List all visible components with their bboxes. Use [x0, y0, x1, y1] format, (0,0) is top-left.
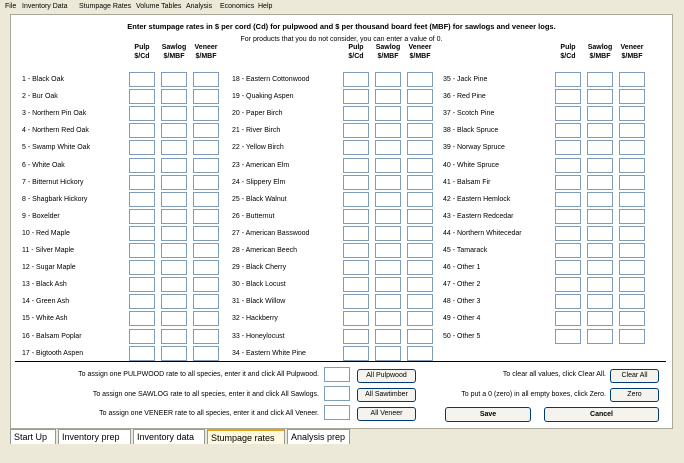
veneer-rate-input[interactable]: [407, 226, 433, 241]
species-label: 11 - Silver Maple: [22, 247, 75, 254]
sawlog-rate-input[interactable]: [587, 158, 613, 173]
veneer-rate-input[interactable]: [407, 123, 433, 138]
species-label: 30 - Black Locust: [232, 281, 286, 289]
sawlog-rate-input[interactable]: [587, 243, 613, 258]
pulp-rate-input[interactable]: [555, 72, 581, 87]
veneer-rate-input[interactable]: [193, 106, 219, 121]
veneer-rate-input[interactable]: [193, 226, 219, 241]
sawlog-column-header: $/MBF: [163, 53, 185, 60]
species-label: 46 - Other 1: [443, 264, 481, 272]
sawlog-rate-input[interactable]: [587, 209, 613, 224]
all-pulpwood-button[interactable]: All Pulpwood: [357, 369, 416, 383]
species-label: 12 - Sugar Maple: [22, 264, 76, 272]
species-label: 21 - River Birch: [232, 127, 281, 135]
pulp-rate-input[interactable]: [129, 277, 155, 292]
species-label: 15 - White Ash: [22, 315, 68, 323]
tab-inventory-data[interactable]: Inventory data: [133, 429, 205, 444]
species-label: 7 - Bitternut Hickory: [22, 178, 84, 186]
zero-text: To put a 0 (zero) in all empty boxes, click Zero.: [461, 391, 606, 398]
sawlog-rate-input[interactable]: [587, 89, 613, 104]
veneer-rate-input[interactable]: [407, 192, 433, 207]
species-label: 37 - Scotch Pine: [443, 110, 495, 118]
species-label: 41 - Balsam Fir: [443, 178, 491, 186]
instructions-heading: Enter stumpage rates in $ per cord (Cd) for pulpwood and $ per thousand board feet (MBF) for sawlogs and veneer logs.: [127, 22, 556, 31]
status-bar: [0, 446, 684, 463]
pulp-rate-input[interactable]: [555, 123, 581, 138]
pulp-rate-input[interactable]: [129, 294, 155, 309]
veneer-rate-input[interactable]: [407, 329, 433, 344]
veneer-rate-input[interactable]: [619, 158, 645, 173]
pulp-rate-input[interactable]: [555, 209, 581, 224]
species-label: 35 - Jack Pine: [443, 76, 488, 83]
all-sawtimber-button[interactable]: All Sawtimber: [357, 388, 416, 402]
pulp-rate-input[interactable]: [343, 260, 369, 275]
sawlog-rate-input[interactable]: [587, 294, 613, 309]
species-label: 24 - Slippery Elm: [232, 178, 286, 186]
cancel-button[interactable]: Cancel: [544, 407, 659, 422]
species-label: 28 - American Beech: [232, 247, 297, 254]
sawlog-column-header: $/MBF: [589, 53, 611, 60]
pulp-rate-input[interactable]: [343, 329, 369, 344]
veneer-rate-input[interactable]: [193, 192, 219, 207]
sawlog-rate-input[interactable]: [375, 106, 401, 121]
veneer-rate-input[interactable]: [407, 209, 433, 224]
sawlog-rate-input[interactable]: [587, 140, 613, 155]
assign-pulpwood-text: To assign one PULPWOOD rate to all species, enter it and click All Pulpwood.: [78, 371, 319, 378]
veneer-rate-input[interactable]: [619, 329, 645, 344]
sawlog-rate-input[interactable]: [587, 311, 613, 326]
species-label: 33 - Honeylocust: [232, 332, 285, 340]
sawlog-column-header: Sawlog: [587, 44, 613, 51]
sawlog-rate-input[interactable]: [587, 192, 613, 207]
sawlog-rate-input[interactable]: [161, 123, 187, 138]
all-veneer-button[interactable]: All Veneer: [357, 407, 416, 421]
veneer-rate-input[interactable]: [619, 123, 645, 138]
pulp-rate-input[interactable]: [129, 72, 155, 87]
veneer-rate-input[interactable]: [407, 243, 433, 258]
species-label: 50 - Other 5: [443, 332, 481, 340]
species-label: 25 - Black Walnut: [232, 195, 287, 203]
sawlog-rate-input[interactable]: [161, 311, 187, 326]
pulp-rate-input[interactable]: [129, 175, 155, 190]
species-label: 38 - Black Spruce: [443, 127, 499, 135]
pulp-rate-input[interactable]: [555, 329, 581, 344]
sawlog-rate-input[interactable]: [587, 175, 613, 190]
sawlog-rate-input[interactable]: [587, 72, 613, 87]
sawlog-rate-input[interactable]: [375, 72, 401, 87]
instructions-subheading: For products that you do not consider, you can enter a value of 0.: [240, 36, 443, 43]
divider: [15, 361, 666, 362]
veneer-rate-input[interactable]: [619, 294, 645, 309]
sawlog-rate-input[interactable]: [375, 175, 401, 190]
pulp-rate-input[interactable]: [129, 140, 155, 155]
veneer-column-header: Veneer: [408, 44, 432, 51]
menu-item[interactable]: Economics: [220, 3, 255, 10]
veneer-column-header: $/MBF: [409, 53, 431, 60]
menu-item[interactable]: File: [5, 3, 17, 10]
pulp-rate-input[interactable]: [555, 192, 581, 207]
species-label: 16 - Balsam Poplar: [22, 332, 82, 340]
pulp-rate-input[interactable]: [343, 277, 369, 292]
species-label: 6 - White Oak: [22, 161, 65, 169]
menu-item[interactable]: Volume Tables: [136, 3, 182, 10]
pulp-rate-input[interactable]: [555, 311, 581, 326]
sawlog-rate-input[interactable]: [161, 140, 187, 155]
veneer-rate-input[interactable]: [619, 226, 645, 241]
clear-all-button[interactable]: Clear All: [610, 369, 659, 383]
veneer-rate-input[interactable]: [407, 311, 433, 326]
species-label: 40 - White Spruce: [443, 161, 500, 169]
sawlog-rate-input[interactable]: [161, 72, 187, 87]
sawlog-rate-input[interactable]: [587, 260, 613, 275]
assign-veneer-text: To assign one VENEER rate to all species, enter it and click All Veneer.: [99, 410, 319, 417]
pulp-rate-input[interactable]: [555, 226, 581, 241]
pulp-rate-input[interactable]: [129, 89, 155, 104]
veneer-rate-input[interactable]: [619, 209, 645, 224]
pulp-rate-input[interactable]: [343, 123, 369, 138]
veneer-rate-input[interactable]: [619, 106, 645, 121]
veneer-rate-input[interactable]: [407, 72, 433, 87]
species-label: 20 - Paper Birch: [232, 110, 283, 118]
sawlog-rate-input[interactable]: [375, 158, 401, 173]
menu-item[interactable]: Stumpage Rates: [79, 3, 132, 10]
pulp-column-header: Pulp: [560, 44, 576, 51]
species-label: 8 - Shagbark Hickory: [22, 195, 88, 203]
pulp-rate-input[interactable]: [343, 346, 369, 361]
all-veneer-input[interactable]: [324, 405, 350, 420]
pulp-rate-input[interactable]: [129, 311, 155, 326]
veneer-rate-input[interactable]: [193, 329, 219, 344]
species-label: 44 - Northern Whitecedar: [443, 229, 522, 237]
species-label: 14 - Green Ash: [22, 298, 70, 306]
veneer-rate-input[interactable]: [407, 158, 433, 173]
species-label: 27 - American Basswood: [232, 229, 310, 237]
sawlog-rate-input[interactable]: [375, 277, 401, 292]
veneer-column-header: $/MBF: [621, 53, 643, 60]
pulp-column-header: Pulp: [134, 44, 150, 51]
sawlog-rate-input[interactable]: [587, 226, 613, 241]
menu-item[interactable]: Analysis: [186, 3, 213, 10]
sawlog-rate-input[interactable]: [587, 123, 613, 138]
species-label: 23 - American Elm: [232, 161, 290, 169]
tab-stumpage-rates[interactable]: Stumpage rates: [207, 429, 285, 444]
sawlog-rate-input[interactable]: [161, 346, 187, 361]
pulp-column-header: $/Cd: [560, 53, 576, 60]
veneer-rate-input[interactable]: [193, 89, 219, 104]
species-label: 42 - Eastern Hemlock: [443, 195, 511, 203]
veneer-rate-input[interactable]: [193, 243, 219, 258]
pulp-rate-input[interactable]: [129, 106, 155, 121]
species-label: 36 - Red Pine: [443, 93, 486, 101]
sawlog-rate-input[interactable]: [375, 294, 401, 309]
species-label: 29 - Black Cherry: [232, 264, 287, 272]
pulp-rate-input[interactable]: [343, 311, 369, 326]
species-label: 2 - Bur Oak: [22, 93, 58, 101]
sawlog-rate-input[interactable]: [161, 89, 187, 104]
sawlog-rate-input[interactable]: [161, 209, 187, 224]
pulp-rate-input[interactable]: [129, 123, 155, 138]
pulp-rate-input[interactable]: [129, 158, 155, 173]
veneer-rate-input[interactable]: [407, 175, 433, 190]
veneer-column-header: Veneer: [194, 44, 218, 51]
pulp-column-header: $/Cd: [348, 53, 364, 60]
species-label: 10 - Red Maple: [22, 229, 70, 237]
veneer-rate-input[interactable]: [193, 158, 219, 173]
veneer-rate-input[interactable]: [193, 346, 219, 361]
pulp-rate-input[interactable]: [343, 209, 369, 224]
species-label: 32 - Hackberry: [232, 315, 278, 323]
veneer-rate-input[interactable]: [619, 192, 645, 207]
veneer-rate-input[interactable]: [619, 72, 645, 87]
sawlog-rate-input[interactable]: [375, 140, 401, 155]
species-label: 18 - Eastern Cottonwood: [232, 76, 310, 83]
sawlog-column-header: Sawlog: [161, 44, 187, 51]
veneer-rate-input[interactable]: [407, 106, 433, 121]
pulp-rate-input[interactable]: [343, 106, 369, 121]
pulp-rate-input[interactable]: [555, 243, 581, 258]
sawlog-rate-input[interactable]: [375, 89, 401, 104]
sawlog-rate-input[interactable]: [161, 192, 187, 207]
sawlog-rate-input[interactable]: [375, 329, 401, 344]
species-label: 22 - Yellow Birch: [232, 144, 284, 152]
veneer-rate-input[interactable]: [619, 260, 645, 275]
species-label: 4 - Northern Red Oak: [22, 127, 89, 135]
clear-all-text: To clear all values, click Clear All.: [502, 371, 606, 378]
species-label: 19 - Quaking Aspen: [232, 93, 294, 101]
species-label: 45 - Tamarack: [443, 247, 488, 254]
sawlog-rate-input[interactable]: [587, 329, 613, 344]
pulp-rate-input[interactable]: [343, 89, 369, 104]
sawlog-rate-input[interactable]: [161, 260, 187, 275]
veneer-rate-input[interactable]: [619, 175, 645, 190]
pulp-rate-input[interactable]: [343, 175, 369, 190]
species-label: 39 - Norway Spruce: [443, 144, 505, 152]
veneer-column-header: Veneer: [620, 44, 644, 51]
pulp-rate-input[interactable]: [129, 192, 155, 207]
sawlog-column-header: $/MBF: [377, 53, 399, 60]
pulp-rate-input[interactable]: [129, 243, 155, 258]
pulp-rate-input[interactable]: [129, 209, 155, 224]
pulp-rate-input[interactable]: [343, 72, 369, 87]
menu-bar: [0, 0, 684, 14]
veneer-rate-input[interactable]: [193, 294, 219, 309]
veneer-rate-input[interactable]: [407, 294, 433, 309]
veneer-rate-input[interactable]: [193, 277, 219, 292]
veneer-rate-input[interactable]: [619, 311, 645, 326]
pulp-rate-input[interactable]: [343, 294, 369, 309]
species-label: 31 - Black Willow: [232, 298, 286, 306]
veneer-rate-input[interactable]: [407, 140, 433, 155]
stumpage-panel: [10, 14, 673, 429]
pulp-rate-input[interactable]: [555, 158, 581, 173]
veneer-column-header: $/MBF: [195, 53, 217, 60]
tab-inventory-prep[interactable]: Inventory prep: [58, 429, 131, 444]
sawlog-rate-input[interactable]: [161, 243, 187, 258]
sawlog-rate-input[interactable]: [375, 123, 401, 138]
sawlog-rate-input[interactable]: [375, 243, 401, 258]
pulp-rate-input[interactable]: [129, 260, 155, 275]
sawlog-rate-input[interactable]: [161, 158, 187, 173]
species-label: 9 - Boxelder: [22, 212, 60, 220]
pulp-rate-input[interactable]: [555, 106, 581, 121]
veneer-rate-input[interactable]: [619, 89, 645, 104]
veneer-rate-input[interactable]: [619, 277, 645, 292]
veneer-rate-input[interactable]: [407, 346, 433, 361]
pulp-rate-input[interactable]: [343, 192, 369, 207]
veneer-rate-input[interactable]: [193, 123, 219, 138]
sawlog-rate-input[interactable]: [161, 277, 187, 292]
sawlog-rate-input[interactable]: [375, 346, 401, 361]
sawlog-rate-input[interactable]: [587, 277, 613, 292]
veneer-rate-input[interactable]: [407, 260, 433, 275]
veneer-rate-input[interactable]: [407, 277, 433, 292]
veneer-rate-input[interactable]: [193, 209, 219, 224]
assign-sawlog-text: To assign one SAWLOG rate to all species, enter it and click All Sawlogs.: [92, 391, 319, 398]
sawlog-rate-input[interactable]: [161, 329, 187, 344]
sawlog-rate-input[interactable]: [375, 209, 401, 224]
species-label: 49 - Other 4: [443, 315, 481, 323]
pulp-rate-input[interactable]: [555, 277, 581, 292]
all-pulpwood-input[interactable]: [324, 367, 350, 382]
species-label: 5 - Swamp White Oak: [22, 144, 91, 152]
pulp-rate-input[interactable]: [343, 158, 369, 173]
species-label: 43 - Eastern Redcedar: [443, 212, 514, 220]
pulp-rate-input[interactable]: [343, 140, 369, 155]
veneer-rate-input[interactable]: [619, 243, 645, 258]
tab-analysis-prep[interactable]: Analysis prep: [287, 429, 350, 444]
species-label: 26 - Butternut: [232, 212, 275, 220]
pulp-rate-input[interactable]: [555, 89, 581, 104]
pulp-rate-input[interactable]: [343, 226, 369, 241]
pulp-column-header: $/Cd: [134, 53, 150, 60]
sawlog-rate-input[interactable]: [161, 106, 187, 121]
all-sawlog-input[interactable]: [324, 386, 350, 401]
species-label: 13 - Black Ash: [22, 281, 67, 289]
sawlog-rate-input[interactable]: [375, 226, 401, 241]
veneer-rate-input[interactable]: [407, 89, 433, 104]
pulp-rate-input[interactable]: [129, 329, 155, 344]
sawlog-rate-input[interactable]: [587, 106, 613, 121]
tab-start-up[interactable]: Start Up: [10, 429, 56, 444]
species-label: 47 - Other 2: [443, 281, 481, 289]
sawlog-rate-input[interactable]: [375, 192, 401, 207]
sawlog-rate-input[interactable]: [161, 175, 187, 190]
sawlog-column-header: Sawlog: [375, 44, 401, 51]
sawlog-rate-input[interactable]: [375, 311, 401, 326]
veneer-rate-input[interactable]: [193, 311, 219, 326]
pulp-rate-input[interactable]: [555, 294, 581, 309]
veneer-rate-input[interactable]: [619, 140, 645, 155]
pulp-rate-input[interactable]: [129, 346, 155, 361]
pulp-rate-input[interactable]: [555, 260, 581, 275]
veneer-rate-input[interactable]: [193, 175, 219, 190]
pulp-rate-input[interactable]: [343, 243, 369, 258]
species-label: 48 - Other 3: [443, 298, 481, 306]
menu-item[interactable]: Inventory Data: [22, 3, 68, 10]
pulp-rate-input[interactable]: [555, 175, 581, 190]
pulp-column-header: Pulp: [348, 44, 364, 51]
species-label: 3 - Northern Pin Oak: [22, 110, 87, 118]
species-label: 1 - Black Oak: [22, 76, 65, 83]
pulp-rate-input[interactable]: [129, 226, 155, 241]
species-label: 34 - Eastern White Pine: [232, 349, 306, 357]
menu-item[interactable]: Help: [258, 3, 273, 10]
sawlog-rate-input[interactable]: [161, 226, 187, 241]
veneer-rate-input[interactable]: [193, 260, 219, 275]
veneer-rate-input[interactable]: [193, 72, 219, 87]
zero-button[interactable]: Zero: [610, 388, 659, 402]
veneer-rate-input[interactable]: [193, 140, 219, 155]
pulp-rate-input[interactable]: [555, 140, 581, 155]
species-label: 17 - Bigtooth Aspen: [22, 349, 84, 357]
sawlog-rate-input[interactable]: [161, 294, 187, 309]
save-button[interactable]: Save: [445, 407, 531, 422]
sawlog-rate-input[interactable]: [375, 260, 401, 275]
